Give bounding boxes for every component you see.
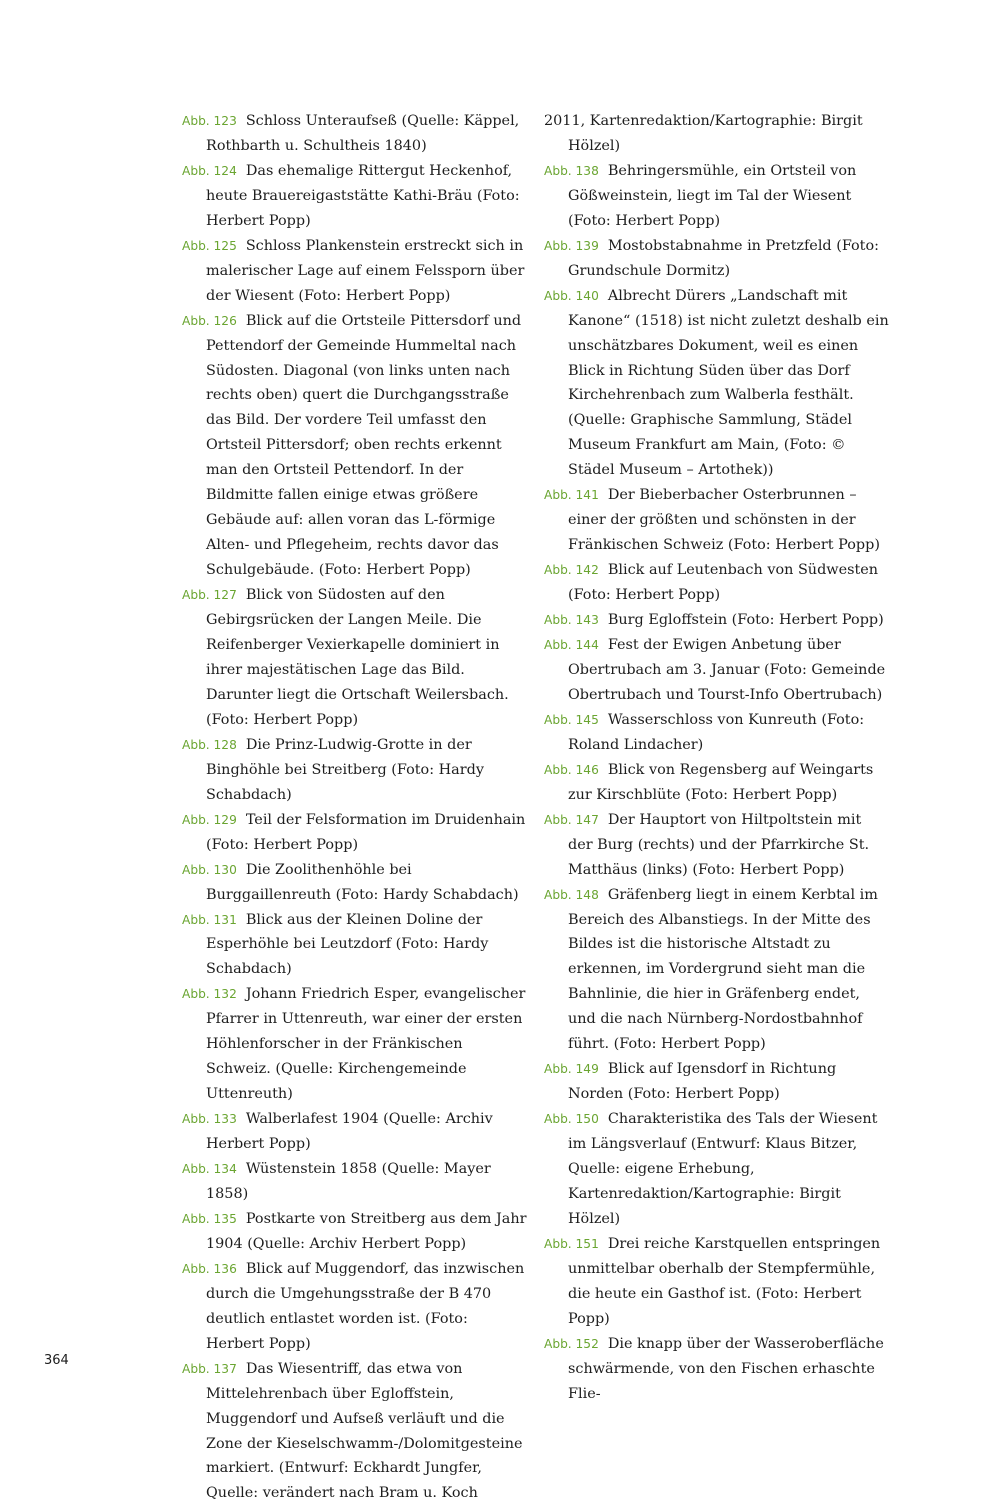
figure-number: Abb. 125	[182, 238, 237, 253]
caption-text: Schloss Unteraufseß (Quelle: Käppel, Rothbarth u. Schultheis 1840)	[206, 113, 520, 154]
figure-number: Abb. 152	[544, 1336, 599, 1351]
figure-number: Abb. 145	[544, 712, 599, 727]
figure-number: Abb. 132	[182, 987, 237, 1002]
caption-entry	[544, 708, 889, 758]
figure-number: Abb. 135	[182, 1211, 237, 1226]
caption-text: Wüstenstein 1858 (Quelle: Mayer 1858)	[206, 1161, 491, 1202]
figure-number: Abb. 136	[182, 1261, 237, 1276]
caption-text: Fest der Ewigen Anbetung über Obertrubach am 3. Januar (Foto: Gemeinde Obertrubach und Tourst-Info Obertrubach)	[568, 637, 886, 703]
figure-number: Abb. 126	[182, 313, 237, 328]
caption-list-left	[182, 109, 527, 1506]
figure-number: Abb. 138	[544, 163, 599, 178]
caption-text: Die knapp über der Wasseroberfläche schwärmende, von den Fischen erhaschte Flie-	[568, 1335, 884, 1402]
caption-entry	[544, 883, 889, 1058]
caption-entry	[544, 808, 889, 883]
caption-entry	[544, 483, 889, 558]
caption-entry-continued	[544, 109, 889, 159]
figure-number: Abb. 130	[182, 862, 237, 877]
caption-entry	[544, 608, 889, 633]
figure-number: Abb. 148	[544, 887, 599, 902]
caption-entry	[544, 284, 889, 484]
caption-entry	[182, 982, 527, 1107]
caption-entry	[182, 1107, 527, 1157]
figure-number: Abb. 149	[544, 1062, 599, 1077]
caption-text: Gräfenberg liegt in einem Kerbtal im Bereich des Albanstiegs. In der Mitte des Bildes ist die historische Altstadt zu erkennen, im Vordergrund sieht man die Bahnlinie, die hier in Gräfenberg endet, und die nach Nürnberg-Nordostbahnhof führt. (Foto: Herbert Popp)	[568, 886, 878, 1053]
figure-number: Abb. 139	[544, 238, 599, 253]
page-number: 364	[44, 1353, 69, 1368]
caption-entry	[182, 808, 527, 858]
figure-number: Abb. 129	[182, 812, 237, 827]
caption-text: Postkarte von Streitberg aus dem Jahr 1904 (Quelle: Archiv Herbert Popp)	[206, 1210, 527, 1252]
caption-text: Blick von Regensberg auf Weingarts zur Kirschblüte (Foto: Herbert Popp)	[568, 761, 874, 803]
caption-entry	[182, 109, 527, 159]
caption-entry	[182, 309, 527, 583]
caption-text: Der Bieberbacher Osterbrunnen – einer der größten und schönsten in der Fränkischen Schweiz (Foto: Herbert Popp)	[568, 487, 880, 554]
caption-text: Blick auf Muggendorf, das inzwischen durch die Umgehungsstraße der B 470 deutlich entlastet worden ist. (Foto: Herbert Popp)	[206, 1260, 525, 1352]
caption-text: Walberlafest 1904 (Quelle: Archiv Herbert Popp)	[206, 1111, 493, 1153]
caption-entry	[544, 1107, 889, 1232]
caption-entry	[544, 633, 889, 708]
caption-entry	[182, 1257, 527, 1357]
caption-entry	[544, 159, 889, 234]
caption-entry	[544, 1332, 889, 1407]
caption-text: Blick von Südosten auf den Gebirgsrücken der Langen Meile. Die Reifenberger Vexierkapelle dominiert in ihrer majestätischen Lage das Bild. Darunter liegt die Ortschaft Weilersbach. (Foto: Herbert Popp)	[206, 587, 509, 728]
caption-entry	[182, 1157, 527, 1207]
figure-number: Abb. 134	[182, 1162, 237, 1177]
caption-text: Drei reiche Karstquellen entspringen unmittelbar oberhalb der Stempfermühle, die heute ein Gasthof ist. (Foto: Herbert Popp)	[568, 1235, 881, 1327]
figure-number: Abb. 141	[544, 488, 599, 503]
caption-text: Albrecht Dürers „Landschaft mit Kanone“ (1518) ist nicht zuletzt deshalb ein unschätzbares Dokument, weil es einen Blick in Richtung Süden über das Dorf Kirchehrenbach zum Walberla festhält. (Quelle: Graphische Sammlung, Städel Museum Frankfurt am Main, (Foto: © Städel Museum – Artothek))	[568, 287, 889, 479]
caption-text: Der Hauptort von Hiltpoltstein mit der Burg (rechts) und der Pfarrkirche St. Matthäus (links) (Foto: Herbert Popp)	[568, 811, 870, 878]
caption-entry	[544, 1232, 889, 1332]
figure-number: Abb. 144	[544, 638, 599, 653]
caption-entry	[182, 234, 527, 309]
figure-number: Abb. 133	[182, 1112, 237, 1127]
caption-entry	[182, 1207, 527, 1257]
caption-text: Blick auf Igensdorf in Richtung Norden (Foto: Herbert Popp)	[568, 1061, 837, 1103]
caption-text: Wasserschloss von Kunreuth (Foto: Roland Lindacher)	[568, 711, 865, 753]
caption-text: Schloss Plankenstein erstreckt sich in malerischer Lage auf einem Felssporn über der Wiesent (Foto: Herbert Popp)	[206, 237, 525, 304]
figure-number: Abb. 131	[182, 912, 237, 927]
caption-entry	[544, 758, 889, 808]
caption-text: Die Zoolithenhöhle bei Burggaillenreuth (Foto: Hardy Schabdach)	[206, 861, 519, 903]
figure-number: Abb. 142	[544, 563, 599, 578]
caption-text: Behringersmühle, ein Ortsteil von Gößweinstein, liegt im Tal der Wiesent (Foto: Herbert Popp)	[568, 162, 857, 229]
caption-text: Blick auf die Ortsteile Pittersdorf und Pettendorf der Gemeinde Hummeltal nach Südosten. Diagonal (von links unten nach rechts oben) quert die Durchgangsstraße das Bild. Der vordere Teil umfasst den Ortsteil Pittersdorf; oben rechts erkennt man den Ortsteil Pettendorf. In der Bildmitte fallen einige etwas größere Gebäude auf: allen voran das L-förmige Alten- und Pflegeheim, rechts davor das Schulgebäude. (Foto: Herbert Popp)	[206, 312, 522, 579]
figure-number: Abb. 140	[544, 288, 599, 303]
caption-entry	[182, 908, 527, 983]
figure-number: Abb. 151	[544, 1236, 599, 1251]
caption-text: Burg Egloffstein (Foto: Herbert Popp)	[607, 612, 884, 629]
caption-text: Das ehemalige Rittergut Heckenhof, heute Brauereigaststätte Kathi-Bräu (Foto: Herbert Popp)	[206, 162, 520, 229]
figure-number: Abb. 147	[544, 812, 599, 827]
caption-list-right	[544, 109, 889, 1407]
figure-number: Abb. 146	[544, 762, 599, 777]
caption-entry	[544, 234, 889, 284]
caption-text: Charakteristika des Tals der Wiesent im Längsverlauf (Entwurf: Klaus Bitzer, Quelle: eigene Erhebung, Kartenredaktion/Kartographie: Birgit Hölzel)	[568, 1111, 878, 1227]
caption-entry	[544, 1057, 889, 1107]
caption-text: 2011, Kartenredaktion/Kartographie: Birgit Hölzel)	[544, 113, 863, 154]
figure-number: Abb. 150	[544, 1112, 599, 1127]
figure-number: Abb. 127	[182, 588, 237, 603]
figure-number: Abb. 123	[182, 114, 237, 128]
caption-text: Die Prinz-Ludwig-Grotte in der Binghöhle bei Streitberg (Foto: Hardy Schabdach)	[206, 736, 484, 803]
caption-text: Das Wiesentriff, das etwa von Mittelehrenbach über Egloffstein, Muggendorf und Aufseß verläuft und die Zone der Kieselschwamm-/Dolomitgesteine markiert. (Entwurf: Eckhardt Jungfer, Quelle: verändert nach Bram u. Koch	[206, 1360, 523, 1502]
figure-number: Abb. 143	[544, 613, 599, 628]
caption-entry	[182, 733, 527, 808]
caption-entry	[182, 159, 527, 234]
caption-entry	[182, 583, 527, 733]
caption-text: Teil der Felsformation im Druidenhain (Foto: Herbert Popp)	[206, 811, 526, 853]
caption-entry	[182, 858, 527, 908]
figure-number: Abb. 124	[182, 163, 237, 178]
caption-text: Blick aus der Kleinen Doline der Esperhöhle bei Leutzdorf (Foto: Hardy Schabdach)	[206, 911, 489, 978]
figure-number: Abb. 128	[182, 737, 237, 752]
caption-entry	[182, 1357, 527, 1506]
caption-text: Johann Friedrich Esper, evangelischer Pfarrer in Uttenreuth, war einer der ersten Höhlenforscher in der Fränkischen Schweiz. (Quelle: Kirchengemeinde Uttenreuth)	[206, 986, 526, 1103]
caption-text: Mostobstabnahme in Pretzfeld (Foto: Grundschule Dormitz)	[568, 237, 879, 279]
figure-number: Abb. 137	[182, 1361, 237, 1376]
caption-entry	[544, 558, 889, 608]
caption-text: Blick auf Leutenbach von Südwesten (Foto: Herbert Popp)	[568, 562, 879, 604]
